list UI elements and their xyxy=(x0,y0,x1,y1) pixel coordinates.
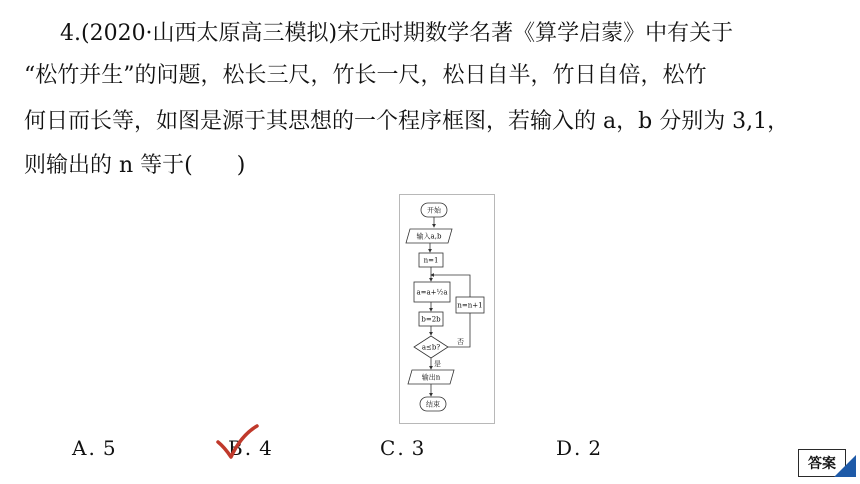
flowchart-svg xyxy=(400,195,494,423)
option-a-value: 5 xyxy=(102,436,116,460)
question-line-1: 4.(2020·山西太原高三模拟)宋元时期数学名著《算学启蒙》中有关于 xyxy=(60,21,734,46)
flow-yes-label: 是 xyxy=(434,360,441,368)
question-line-4: 则输出的 n 等于( ) xyxy=(24,153,246,178)
flow-increment-label: n=n+1 xyxy=(457,301,483,310)
flow-input-label: 输入a,b xyxy=(416,232,442,241)
flow-update-a-label: a=a+½a xyxy=(416,288,448,297)
option-b-value: 4 xyxy=(259,436,272,460)
option-c[interactable]: C . 3 xyxy=(380,436,425,460)
option-d-letter: D xyxy=(556,436,573,460)
option-b[interactable]: B . 4 xyxy=(228,436,272,460)
question-line-3: 何日而长等，如图是源于其思想的一个程序框图，若输入的 a，b 分别为 3,1， xyxy=(24,109,790,134)
answer-button-corner-triangle xyxy=(834,455,856,477)
flow-update-b-label: b=2b xyxy=(421,315,441,324)
flow-output-label: 输出n xyxy=(421,373,441,382)
flow-start-label: 开始 xyxy=(427,206,441,215)
flow-condition-label: a≤b? xyxy=(421,343,441,352)
answer-button[interactable] xyxy=(798,449,856,477)
flow-no-label: 否 xyxy=(457,338,464,346)
option-b-letter: B xyxy=(228,436,243,460)
program-flowchart xyxy=(399,194,495,424)
question-line-2: “松竹并生”的问题，松长三尺，竹长一尺，松日自半，竹日自倍，松竹 xyxy=(24,63,707,88)
flow-end-label: 结束 xyxy=(426,400,440,409)
option-a[interactable]: A . 5 xyxy=(72,436,116,460)
option-a-letter: A xyxy=(72,436,87,460)
answer-button-label: 答案 xyxy=(798,449,846,477)
option-c-value: 3 xyxy=(411,436,425,460)
option-d[interactable]: D . 2 xyxy=(556,436,602,460)
option-d-value: 2 xyxy=(588,436,602,460)
checkmark-icon xyxy=(215,424,259,460)
flow-init-label: n=1 xyxy=(423,256,439,265)
option-c-letter: C xyxy=(380,436,396,460)
